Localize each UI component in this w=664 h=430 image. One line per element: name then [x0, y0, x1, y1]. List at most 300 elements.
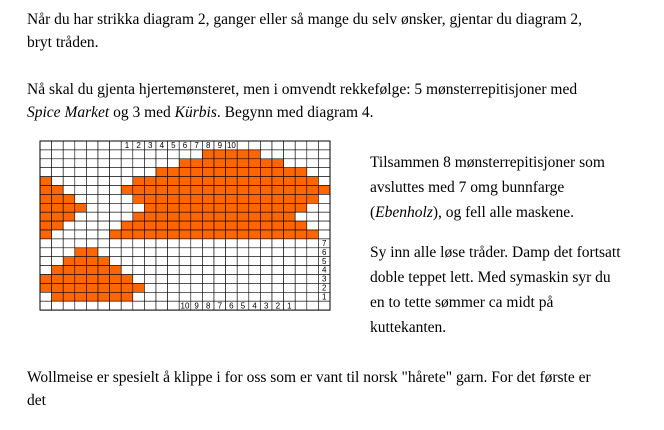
chart-cell-empty [52, 301, 64, 310]
chart-cell-filled [156, 221, 168, 230]
chart-cell-empty [98, 230, 110, 239]
side-line-3 [370, 200, 660, 225]
chart-cell-filled [121, 230, 133, 239]
chart-cell-filled [237, 186, 249, 195]
chart-cell-empty [226, 266, 238, 275]
chart-cell-filled [318, 186, 330, 195]
chart-cell-empty [191, 275, 203, 284]
chart-cell-filled [40, 283, 52, 292]
chart-cell-empty [52, 150, 64, 159]
chart-cell-empty [318, 159, 330, 168]
chart-cell-empty [214, 257, 226, 266]
chart-cell-empty [121, 168, 133, 177]
chart-cell-empty [63, 150, 75, 159]
chart-cell-empty [318, 150, 330, 159]
chart-cell-empty [63, 221, 75, 230]
chart-cell-filled [249, 186, 261, 195]
chart-bottom-column-label: 10 [180, 301, 190, 311]
chart-cell-empty [86, 186, 98, 195]
chart-cell-empty [75, 221, 87, 230]
chart-cell-empty [98, 221, 110, 230]
chart-cell-empty [121, 257, 133, 266]
chart-cell-empty [272, 266, 284, 275]
chart-cell-empty [307, 212, 319, 221]
chart-cell-filled [75, 275, 87, 284]
chart-cell-filled [133, 177, 145, 186]
chart-cell-empty [75, 301, 87, 310]
chart-cell-empty [63, 168, 75, 177]
chart-cell-empty [110, 177, 122, 186]
side-line-5: doble teppet lett. Med symaskin syr du [370, 269, 611, 286]
chart-cell-empty [295, 150, 307, 159]
chart-cell-filled [40, 194, 52, 203]
chart-cell-filled [191, 177, 203, 186]
chart-cell-empty [295, 212, 307, 221]
chart-cell-filled [284, 212, 296, 221]
chart-cell-empty [133, 301, 145, 310]
chart-cell-empty [121, 159, 133, 168]
chart-cell-empty [86, 239, 98, 248]
chart-row-label: 4 [321, 265, 327, 275]
chart-cell-filled [75, 203, 87, 212]
chart-bottom-column-label: 3 [263, 301, 269, 311]
chart-cell-empty [110, 257, 122, 266]
chart-cell-empty [237, 239, 249, 248]
chart-top-column-label: 7 [194, 141, 199, 151]
chart-cell-empty [121, 239, 133, 248]
chart-cell-empty [156, 248, 168, 257]
chart-cell-filled [63, 194, 75, 203]
chart-cell-empty [226, 257, 238, 266]
chart-cell-empty [98, 301, 110, 310]
chart-cell-filled [307, 186, 319, 195]
chart-cell-empty [307, 248, 319, 257]
chart-cell-empty [307, 275, 319, 284]
chart-cell-empty [284, 239, 296, 248]
chart-cell-filled [75, 292, 87, 301]
chart-cell-empty [295, 257, 307, 266]
closing-line-2: det [27, 392, 46, 409]
chart-cell-empty [272, 292, 284, 301]
chart-cell-empty [284, 283, 296, 292]
chart-cell-empty [237, 141, 249, 150]
chart-cell-empty [75, 186, 87, 195]
chart-cell-filled [249, 150, 261, 159]
instruction-paragraph [27, 78, 577, 124]
chart-cell-filled [226, 177, 238, 186]
chart-cell-filled [133, 221, 145, 230]
chart-cell-empty [156, 266, 168, 275]
chart-cell-filled [121, 186, 133, 195]
chart-cell-filled [168, 177, 180, 186]
chart-cell-filled [40, 230, 52, 239]
chart-cell-filled [202, 150, 214, 159]
knitting-chart [38, 139, 338, 319]
chart-cell-empty [40, 159, 52, 168]
chart-cell-empty [86, 301, 98, 310]
chart-cell-empty [40, 248, 52, 257]
chart-cell-empty [121, 266, 133, 275]
chart-cell-empty [110, 301, 122, 310]
chart-cell-empty [156, 292, 168, 301]
chart-cell-filled [156, 194, 168, 203]
chart-cell-filled [40, 275, 52, 284]
chart-cell-empty [202, 266, 214, 275]
chart-cell-empty [260, 150, 272, 159]
chart-cell-empty [98, 159, 110, 168]
chart-cell-empty [237, 275, 249, 284]
chart-cell-filled [202, 159, 214, 168]
chart-cell-empty [86, 212, 98, 221]
chart-cell-filled [110, 283, 122, 292]
chart-cell-empty [63, 186, 75, 195]
chart-cell-filled [40, 212, 52, 221]
chart-cell-empty [179, 150, 191, 159]
chart-cell-empty [191, 292, 203, 301]
chart-cell-empty [156, 301, 168, 310]
chart-cell-empty [179, 292, 191, 301]
chart-cell-filled [98, 283, 110, 292]
chart-cell-empty [191, 239, 203, 248]
chart-cell-filled [307, 177, 319, 186]
chart-cell-empty [168, 248, 180, 257]
side-text [370, 150, 660, 340]
chart-cell-empty [284, 292, 296, 301]
chart-cell-filled [52, 266, 64, 275]
chart-cell-filled [75, 266, 87, 275]
chart-cell-filled [260, 159, 272, 168]
chart-bottom-column-label: 7 [217, 301, 223, 311]
chart-cell-filled [63, 283, 75, 292]
chart-cell-empty [168, 239, 180, 248]
chart-cell-empty [168, 301, 180, 310]
chart-cell-filled [191, 159, 203, 168]
chart-cell-filled [237, 212, 249, 221]
chart-cell-filled [214, 159, 226, 168]
chart-cell-empty [121, 301, 133, 310]
chart-cell-empty [110, 168, 122, 177]
chart-cell-filled [260, 186, 272, 195]
chart-cell-filled [168, 186, 180, 195]
chart-cell-filled [284, 186, 296, 195]
chart-cell-empty [260, 239, 272, 248]
chart-cell-filled [260, 177, 272, 186]
chart-cell-empty [144, 266, 156, 275]
chart-cell-filled [63, 292, 75, 301]
chart-cell-empty [63, 301, 75, 310]
chart-cell-empty [307, 203, 319, 212]
chart-cell-filled [202, 186, 214, 195]
closing-paragraph [27, 366, 591, 412]
chart-cell-empty [52, 159, 64, 168]
chart-cell-filled [272, 212, 284, 221]
chart-cell-empty [249, 257, 261, 266]
chart-cell-filled [202, 221, 214, 230]
chart-cell-filled [284, 177, 296, 186]
chart-cell-filled [214, 177, 226, 186]
chart-cell-empty [249, 141, 261, 150]
chart-cell-empty [168, 292, 180, 301]
chart-cell-filled [284, 230, 296, 239]
chart-cell-filled [272, 221, 284, 230]
chart-cell-empty [86, 194, 98, 203]
chart-cell-filled [156, 177, 168, 186]
chart-cell-empty [237, 248, 249, 257]
chart-cell-filled [156, 212, 168, 221]
chart-cell-filled [272, 177, 284, 186]
chart-cell-filled [144, 230, 156, 239]
chart-cell-empty [179, 239, 191, 248]
chart-top-column-label: 9 [217, 141, 223, 151]
chart-cell-filled [284, 203, 296, 212]
chart-cell-empty [75, 150, 87, 159]
chart-cell-filled [214, 150, 226, 159]
chart-cell-filled [226, 194, 238, 203]
chart-cell-empty [249, 248, 261, 257]
chart-cell-filled [156, 230, 168, 239]
chart-cell-empty [191, 266, 203, 275]
chart-cell-empty [295, 239, 307, 248]
chart-cell-empty [144, 168, 156, 177]
chart-cell-empty [110, 221, 122, 230]
chart-cell-empty [144, 275, 156, 284]
chart-cell-filled [191, 168, 203, 177]
chart-cell-filled [202, 177, 214, 186]
instruction-text-fragment: og 3 med [109, 104, 175, 121]
chart-cell-empty [307, 150, 319, 159]
chart-cell-empty [202, 292, 214, 301]
chart-cell-filled [307, 230, 319, 239]
chart-cell-filled [179, 194, 191, 203]
chart-cell-empty [144, 159, 156, 168]
chart-cell-filled [168, 194, 180, 203]
chart-cell-empty [214, 239, 226, 248]
chart-cell-filled [202, 168, 214, 177]
chart-cell-empty [133, 168, 145, 177]
chart-cell-empty [202, 248, 214, 257]
chart-cell-empty [284, 141, 296, 150]
chart-cell-filled [214, 168, 226, 177]
chart-cell-filled [202, 230, 214, 239]
chart-cell-empty [40, 292, 52, 301]
chart-cell-empty [260, 275, 272, 284]
chart-cell-empty [75, 230, 87, 239]
chart-cell-empty [179, 257, 191, 266]
chart-cell-filled [110, 292, 122, 301]
chart-cell-filled [52, 194, 64, 203]
chart-cell-empty [237, 283, 249, 292]
chart-cell-filled [249, 203, 261, 212]
chart-cell-filled [249, 194, 261, 203]
chart-cell-empty [260, 266, 272, 275]
chart-cell-filled [226, 203, 238, 212]
chart-cell-empty [156, 239, 168, 248]
chart-cell-empty [133, 275, 145, 284]
chart-bottom-column-label: 2 [275, 301, 281, 311]
chart-cell-empty [272, 239, 284, 248]
chart-cell-filled [110, 275, 122, 284]
chart-cell-filled [156, 168, 168, 177]
chart-cell-empty [179, 275, 191, 284]
chart-cell-filled [168, 212, 180, 221]
chart-cell-filled [98, 292, 110, 301]
chart-cell-empty [133, 257, 145, 266]
chart-cell-filled [191, 212, 203, 221]
chart-cell-filled [168, 168, 180, 177]
chart-cell-filled [52, 203, 64, 212]
chart-cell-filled [202, 203, 214, 212]
chart-cell-filled [110, 266, 122, 275]
chart-cell-filled [237, 177, 249, 186]
chart-cell-filled [295, 168, 307, 177]
chart-cell-empty [121, 150, 133, 159]
chart-cell-empty [249, 266, 261, 275]
chart-cell-empty [52, 177, 64, 186]
chart-cell-empty [156, 159, 168, 168]
chart-cell-empty [86, 203, 98, 212]
chart-cell-filled [284, 168, 296, 177]
chart-cell-filled [75, 283, 87, 292]
chart-cell-filled [63, 275, 75, 284]
chart-cell-filled [249, 177, 261, 186]
side-line-4: Sy inn alle løse tråder. Damp det fortsatt [370, 244, 621, 261]
chart-cell-filled [133, 186, 145, 195]
chart-cell-empty [52, 230, 64, 239]
chart-cell-empty [295, 292, 307, 301]
chart-top-column-label: 10 [226, 141, 236, 151]
chart-cell-filled [260, 194, 272, 203]
chart-cell-empty [260, 257, 272, 266]
intro-paragraph [27, 8, 582, 54]
chart-cell-empty [52, 168, 64, 177]
chart-cell-empty [179, 266, 191, 275]
chart-cell-filled [237, 230, 249, 239]
chart-cell-filled [179, 186, 191, 195]
chart-cell-filled [226, 150, 238, 159]
chart-cell-empty [40, 239, 52, 248]
chart-cell-filled [249, 212, 261, 221]
chart-bottom-column-label: 1 [287, 301, 292, 311]
chart-cell-empty [52, 141, 64, 150]
side-line-7: kuttekanten. [370, 319, 447, 336]
chart-cell-filled [295, 203, 307, 212]
intro-line-1: Når du har strikka diagram 2, ganger eller så mange du selv ønsker, gjentar du diagram 2, [27, 11, 583, 28]
chart-cell-empty [284, 248, 296, 257]
side-line-2: avsluttes med 7 omg bunnfarge [370, 179, 565, 196]
chart-cell-empty [318, 221, 330, 230]
chart-cell-empty [98, 203, 110, 212]
chart-cell-empty [110, 212, 122, 221]
chart-cell-empty [98, 248, 110, 257]
chart-cell-empty [98, 168, 110, 177]
chart-cell-empty [40, 150, 52, 159]
chart-cell-filled [144, 221, 156, 230]
chart-cell-empty [75, 159, 87, 168]
chart-bottom-column-label: 5 [240, 301, 246, 311]
chart-cell-empty [75, 212, 87, 221]
chart-row-label: 7 [321, 239, 327, 248]
chart-cell-filled [237, 194, 249, 203]
chart-cell-filled [214, 221, 226, 230]
chart-cell-filled [75, 257, 87, 266]
chart-cell-empty [75, 168, 87, 177]
chart-cell-filled [40, 203, 52, 212]
chart-cell-filled [214, 212, 226, 221]
side-line-3-rest: ), og fell alle maskene. [432, 204, 575, 221]
chart-cell-empty [295, 141, 307, 150]
chart-cell-empty [307, 168, 319, 177]
instruction-text-fragment-end: . Begynn med diagram 4. [216, 104, 374, 121]
chart-cell-empty [144, 283, 156, 292]
chart-cell-empty [144, 248, 156, 257]
chart-cell-empty [86, 221, 98, 230]
chart-cell-empty [110, 159, 122, 168]
chart-cell-empty [156, 257, 168, 266]
chart-cell-filled [214, 194, 226, 203]
chart-cell-empty [214, 275, 226, 284]
chart-cell-empty [307, 141, 319, 150]
chart-cell-empty [144, 301, 156, 310]
chart-cell-filled [272, 230, 284, 239]
chart-cell-empty [214, 292, 226, 301]
chart-cell-empty [40, 141, 52, 150]
chart-cell-filled [40, 177, 52, 186]
chart-cell-empty [63, 230, 75, 239]
chart-cell-empty [226, 239, 238, 248]
chart-cell-filled [86, 257, 98, 266]
chart-cell-filled [110, 230, 122, 239]
chart-cell-filled [226, 230, 238, 239]
chart-cell-empty [63, 141, 75, 150]
chart-cell-empty [110, 141, 122, 150]
chart-cell-empty [226, 292, 238, 301]
chart-cell-filled [202, 194, 214, 203]
chart-cell-filled [260, 203, 272, 212]
chart-cell-filled [98, 266, 110, 275]
chart-cell-empty [260, 248, 272, 257]
chart-cell-filled [144, 177, 156, 186]
chart-cell-empty [40, 301, 52, 310]
chart-cell-empty [121, 203, 133, 212]
chart-cell-empty [86, 168, 98, 177]
chart-cell-empty [63, 248, 75, 257]
chart-cell-filled [214, 186, 226, 195]
chart-cell-filled [168, 221, 180, 230]
chart-cell-empty [86, 230, 98, 239]
chart-cell-empty [260, 292, 272, 301]
chart-cell-empty [272, 283, 284, 292]
yarn-name-spice-market: Spice Market [27, 104, 110, 121]
chart-cell-empty [226, 248, 238, 257]
chart-cell-filled [226, 168, 238, 177]
chart-cell-empty [284, 275, 296, 284]
chart-cell-empty [318, 141, 330, 150]
chart-cell-empty [144, 292, 156, 301]
chart-top-column-label: 3 [147, 141, 153, 151]
chart-cell-filled [179, 177, 191, 186]
chart-cell-empty [284, 150, 296, 159]
chart-top-column-label: 6 [182, 141, 188, 151]
chart-cell-empty [52, 257, 64, 266]
chart-cell-filled [98, 275, 110, 284]
chart-cell-filled [226, 159, 238, 168]
chart-cell-empty [75, 141, 87, 150]
chart-cell-empty [63, 177, 75, 186]
chart-cell-filled [237, 221, 249, 230]
chart-cell-empty [307, 159, 319, 168]
chart-cell-empty [121, 177, 133, 186]
chart-cell-empty [86, 150, 98, 159]
